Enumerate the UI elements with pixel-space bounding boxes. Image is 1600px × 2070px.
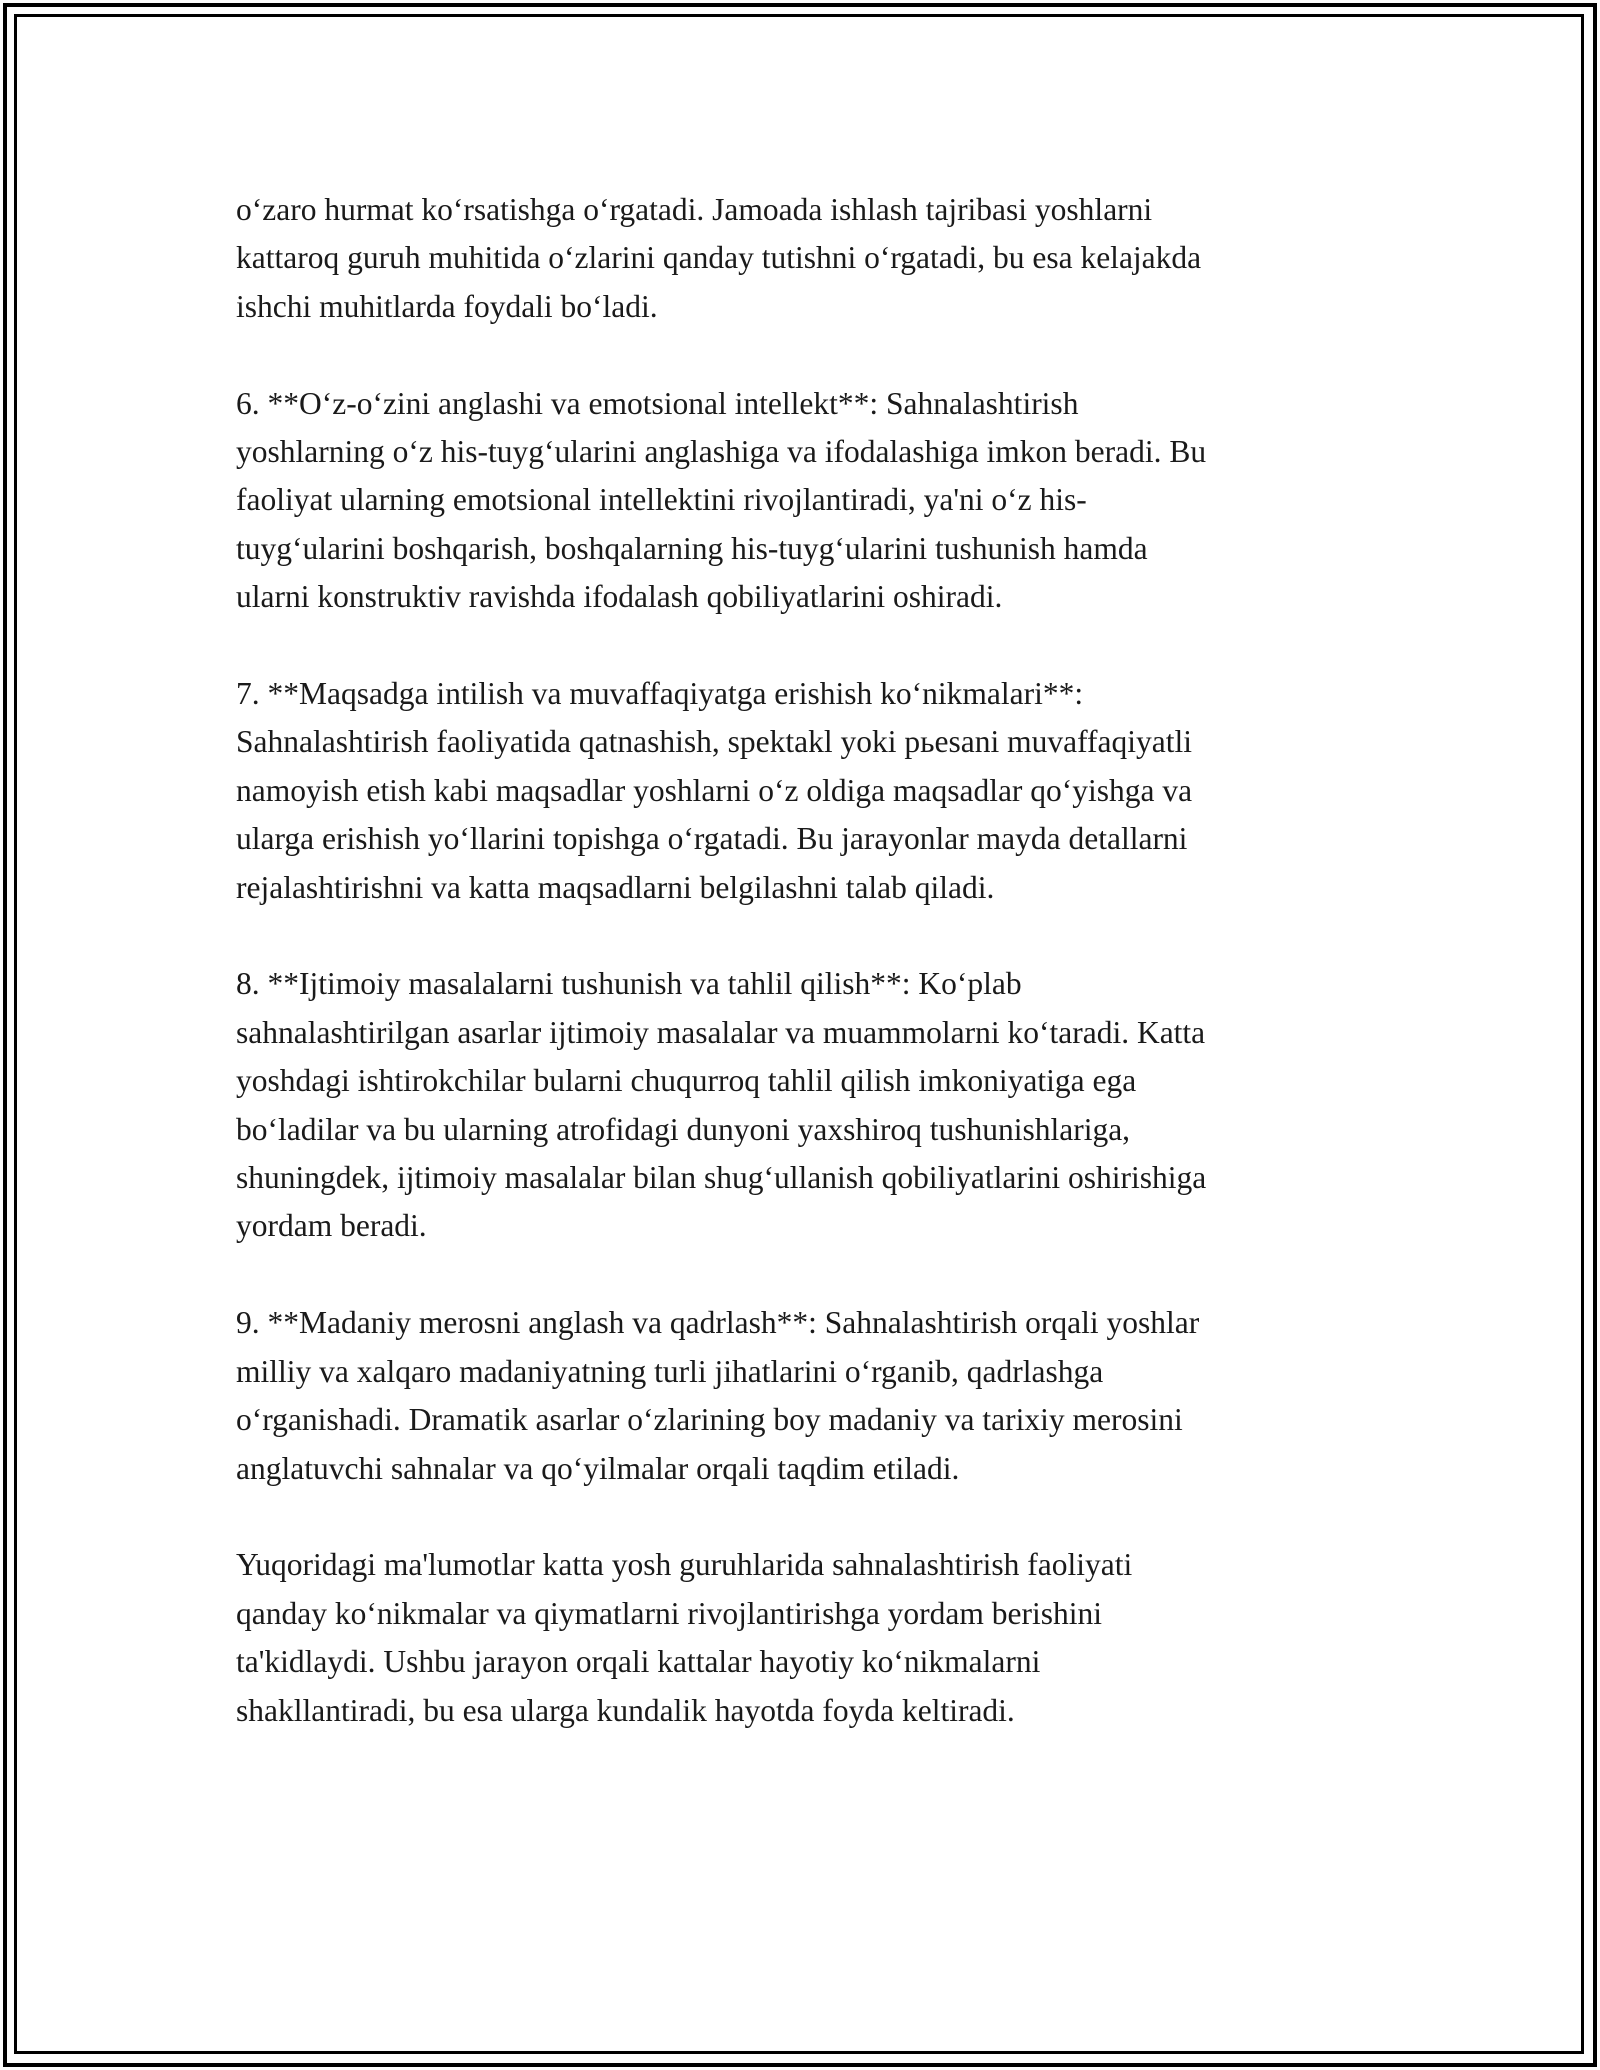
text-line: namoyish etish kabi maqsadlar yoshlarni o‘z oldiga maqsadlar qo‘yishga va bbox=[236, 772, 1193, 808]
text-line: qanday ko‘nikmalar va qiymatlarni rivojlantirishga yordam berishini bbox=[236, 1595, 1103, 1631]
text-line: yordam beradi. bbox=[236, 1208, 427, 1244]
text-line: anglatuvchi sahnalar va qo‘yilmalar orqali taqdim etiladi. bbox=[236, 1450, 960, 1486]
text-line: rejalashtirishni va katta maqsadlarni belgilashni talab qiladi. bbox=[236, 869, 995, 905]
text-line: ishchi muhitlarda foydali bo‘ladi. bbox=[236, 288, 658, 324]
text-line: faoliyat ularning emotsional intellektini rivojlantiradi, ya'ni o‘z his- bbox=[236, 482, 1087, 518]
text-line: shakllantiradi, bu esa ularga kundalik hayotda foyda keltiradi. bbox=[236, 1692, 1015, 1728]
paragraph-item-9 bbox=[236, 1299, 1386, 1493]
paragraph-item-7 bbox=[236, 670, 1386, 912]
text-line: o‘rganishadi. Dramatik asarlar o‘zlarining boy madaniy va tarixiy merosini bbox=[236, 1402, 1183, 1438]
text-line: bo‘ladilar va bu ularning atrofidagi dunyoni yaxshiroq tushunishlariga, bbox=[236, 1111, 1131, 1147]
text-line: yoshlarning o‘z his-tuyg‘ularini anglashiga va ifodalashiga imkon beradi. Bu bbox=[236, 434, 1207, 470]
text-line: shuningdek, ijtimoiy masalalar bilan shug‘ullanish qobiliyatlarini oshirishiga bbox=[236, 1160, 1207, 1196]
text-line: 8. **Ijtimoiy masalalarni tushunish va tahlil qilish**: Ko‘plab bbox=[236, 966, 1022, 1002]
text-line: sahnalashtirilgan asarlar ijtimoiy masalalar va muammolarni ko‘taradi. Katta bbox=[236, 1014, 1206, 1050]
paragraph-conclusion bbox=[236, 1541, 1386, 1735]
paragraph-item-6 bbox=[236, 380, 1386, 622]
text-line: Yuqoridagi ma'lumotlar katta yosh guruhlarida sahnalashtirish faoliyati bbox=[236, 1547, 1133, 1583]
text-line: yoshdagi ishtirokchilar bularni chuqurroq tahlil qilish imkoniyatiga ega bbox=[236, 1063, 1137, 1099]
document-body bbox=[236, 186, 1386, 1783]
text-line: ularni konstruktiv ravishda ifodalash qobiliyatlarini oshiradi. bbox=[236, 579, 1003, 615]
text-line: tuyg‘ularini boshqarish, boshqalarning his-tuyg‘ularini tushunish hamda bbox=[236, 530, 1148, 566]
text-line: Sahnalashtirish faoliyatida qatnashish, spektakl yoki pьesani muvaffaqiyatli bbox=[236, 724, 1192, 760]
paragraph-teamwork-continuation bbox=[236, 186, 1386, 331]
text-line: ta'kidlaydi. Ushbu jarayon orqali kattalar hayotiy ko‘nikmalarni bbox=[236, 1644, 1041, 1680]
text-line: o‘zaro hurmat ko‘rsatishga o‘rgatadi. Jamoada ishlash tajribasi yoshlarni bbox=[236, 192, 1153, 227]
text-line: 9. **Madaniy merosni anglash va qadrlash**: Sahnalashtirish orqali yoshlar bbox=[236, 1305, 1200, 1341]
text-line: milliy va xalqaro madaniyatning turli jihatlarini o‘rganib, qadrlashga bbox=[236, 1353, 1104, 1389]
paragraph-item-8 bbox=[236, 960, 1386, 1250]
text-line: 7. **Maqsadga intilish va muvaffaqiyatga erishish ko‘nikmalari**: bbox=[236, 676, 1084, 712]
text-line: ularga erishish yo‘llarini topishga o‘rgatadi. Bu jarayonlar mayda detallarni bbox=[236, 821, 1188, 857]
text-line: kattaroq guruh muhitida o‘zlarini qanday tutishni o‘rgatadi, bu esa kelajakda bbox=[236, 240, 1202, 276]
text-line: 6. **O‘z-o‘zini anglashi va emotsional intellekt**: Sahnalashtirish bbox=[236, 385, 1079, 421]
